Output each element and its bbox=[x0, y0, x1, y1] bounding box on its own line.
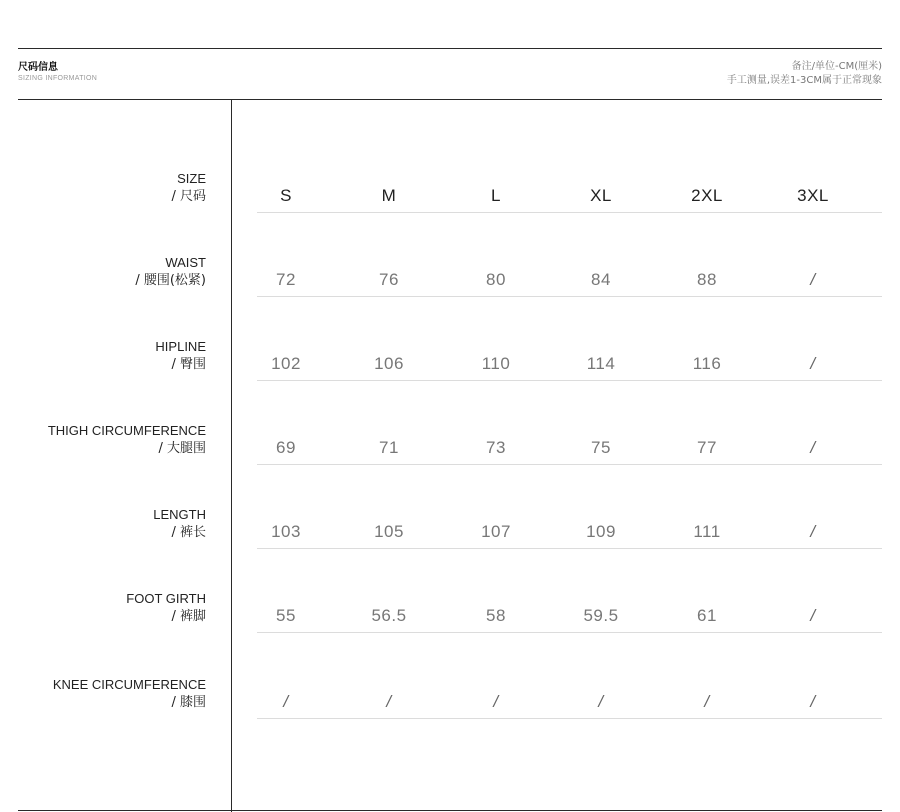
table-cell: / bbox=[810, 354, 816, 373]
table-cell: 88 bbox=[697, 270, 717, 289]
unit-note: 备注/单位-CM(厘米) bbox=[791, 61, 882, 72]
row-divider bbox=[257, 380, 882, 381]
size-header-cell: XL bbox=[590, 186, 612, 205]
table-cell: 102 bbox=[271, 354, 301, 373]
row-divider bbox=[257, 212, 882, 213]
table-cell: / bbox=[704, 692, 710, 711]
top-rule bbox=[18, 48, 882, 49]
table-cell: 84 bbox=[591, 270, 611, 289]
row-label-size bbox=[0, 170, 206, 206]
table-cell: 109 bbox=[586, 522, 616, 541]
table-cell: / bbox=[810, 438, 816, 457]
table-cell: / bbox=[283, 692, 289, 711]
measurement-note bbox=[727, 60, 882, 88]
row-label-en: WAIST bbox=[165, 255, 206, 270]
row-label-cn: / 腰围(松紧) bbox=[135, 273, 206, 288]
table-cell: / bbox=[810, 270, 816, 289]
table-cell: / bbox=[598, 692, 604, 711]
tolerance-note: 手工测量,误差1-3CM属于正常现象 bbox=[726, 75, 882, 86]
row-label-cn: / 裤脚 bbox=[171, 609, 206, 624]
row-label-cn: / 尺码 bbox=[171, 189, 206, 204]
table-cell: 55 bbox=[276, 606, 296, 625]
row-divider bbox=[257, 548, 882, 549]
table-cell: 116 bbox=[692, 354, 722, 373]
row-label-en: THIGH CIRCUMFERENCE bbox=[47, 423, 206, 438]
table-cell: 59.5 bbox=[583, 606, 619, 625]
table-cell: 71 bbox=[379, 438, 399, 457]
row-label bbox=[0, 422, 206, 458]
table-cell: / bbox=[810, 692, 816, 711]
size-header-cell: M bbox=[381, 186, 397, 205]
table-cell: / bbox=[810, 606, 816, 625]
size-header-cell: S bbox=[280, 186, 292, 205]
bottom-rule bbox=[18, 810, 882, 811]
title-block bbox=[18, 62, 97, 83]
row-label-en: FOOT GIRTH bbox=[126, 591, 206, 606]
table-cell: 75 bbox=[591, 438, 611, 457]
table-cell: 107 bbox=[481, 522, 511, 541]
table-cell: 77 bbox=[697, 438, 717, 457]
row-label bbox=[0, 254, 206, 290]
table-cell: / bbox=[386, 692, 392, 711]
table-cell: 103 bbox=[271, 522, 301, 541]
size-header-cell: 2XL bbox=[691, 186, 723, 205]
row-label bbox=[0, 338, 206, 374]
page-subtitle: SIZING INFORMATION bbox=[18, 75, 98, 82]
table-cell: / bbox=[493, 692, 499, 711]
size-header-cell: 3XL bbox=[797, 186, 829, 205]
table-cell: 58 bbox=[486, 606, 506, 625]
page-title: 尺码信息 bbox=[18, 62, 58, 73]
table-cell: 73 bbox=[486, 438, 506, 457]
table-cell: 61 bbox=[697, 606, 717, 625]
table-cell: 69 bbox=[276, 438, 296, 457]
column-divider bbox=[231, 99, 232, 812]
row-divider bbox=[257, 464, 882, 465]
table-cell: 110 bbox=[481, 354, 511, 373]
table-cell: 111 bbox=[693, 522, 721, 541]
row-divider bbox=[257, 296, 882, 297]
table-cell: 76 bbox=[379, 270, 399, 289]
row-label-cn: / 大腿围 bbox=[158, 441, 206, 456]
table-cell: 80 bbox=[486, 270, 506, 289]
row-label-en: SIZE bbox=[177, 171, 206, 186]
row-label bbox=[0, 590, 206, 626]
row-label bbox=[0, 676, 206, 712]
row-label-cn: / 臀围 bbox=[171, 357, 206, 372]
row-divider bbox=[257, 718, 882, 719]
row-divider bbox=[257, 632, 882, 633]
table-cell: 106 bbox=[374, 354, 404, 373]
table-cell: 105 bbox=[374, 522, 404, 541]
row-label-en: HIPLINE bbox=[155, 339, 206, 354]
row-label-cn: / 膝围 bbox=[171, 695, 206, 710]
table-cell: 56.5 bbox=[371, 606, 407, 625]
row-label bbox=[0, 506, 206, 542]
row-label-en: KNEE CIRCUMFERENCE bbox=[52, 677, 206, 692]
table-cell: / bbox=[810, 522, 816, 541]
size-header-cell: L bbox=[491, 186, 501, 205]
table-cell: 72 bbox=[276, 270, 296, 289]
table-cell: 114 bbox=[586, 354, 616, 373]
row-label-cn: / 裤长 bbox=[171, 525, 206, 540]
row-label-en: LENGTH bbox=[153, 507, 206, 522]
header-rule bbox=[18, 99, 882, 100]
